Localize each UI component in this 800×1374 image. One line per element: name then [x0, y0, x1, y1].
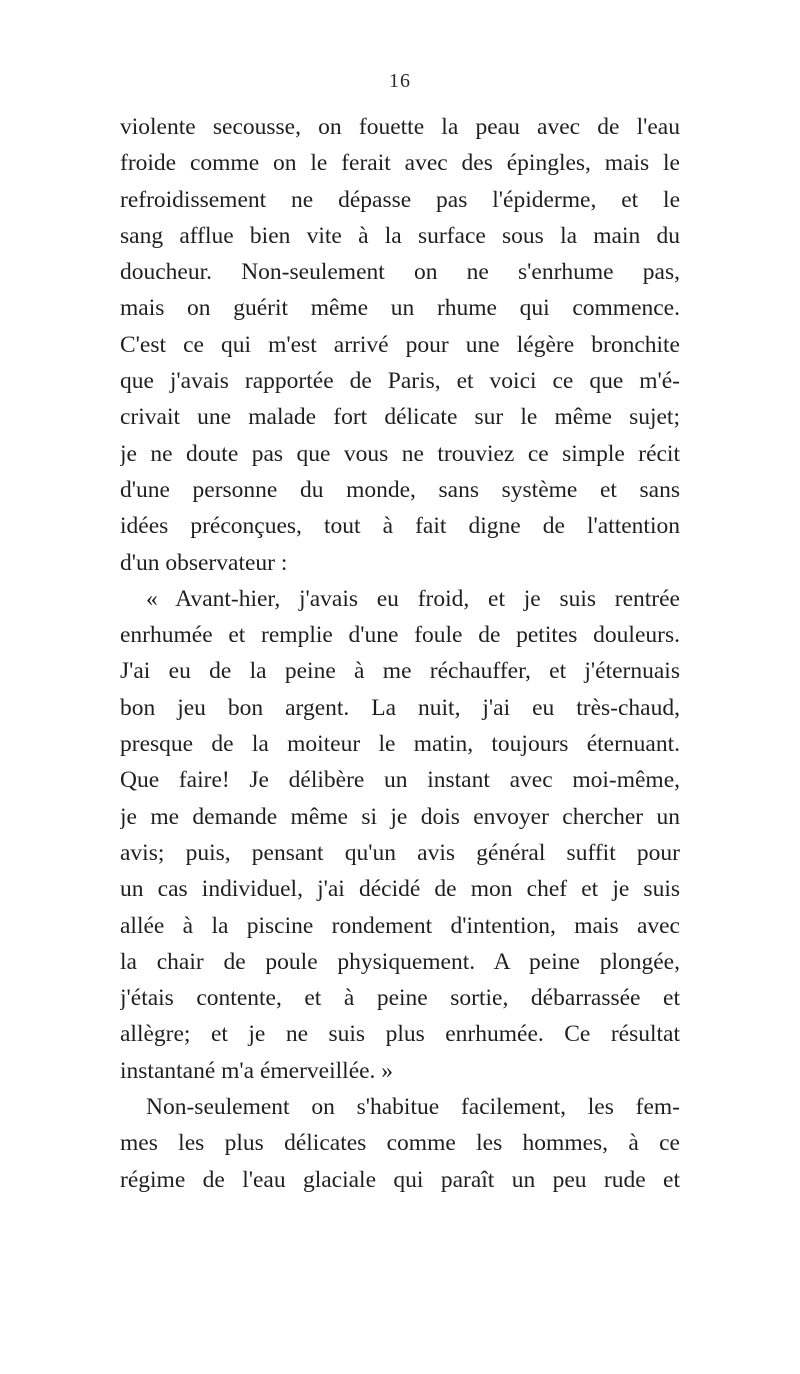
text-line: régime de l'eau glaciale qui paraît un peu rude et	[120, 1166, 680, 1193]
text-line: idées préconçues, tout à fait digne de l'attention	[120, 513, 680, 540]
text-line: crivait une malade fort délicate sur le même sujet;	[120, 404, 680, 431]
text-line: avis; puis, pensant qu'un avis général suffit pour	[120, 839, 680, 866]
text-line: froide comme on le ferait avec des épingles, mais le	[120, 150, 680, 177]
text-line: Non-seulement on s'habitue facilement, les fem-	[146, 1094, 680, 1121]
text-line: je me demande même si je dois envoyer chercher un	[120, 803, 680, 830]
text-line: enrhumée et remplie d'une foule de petites douleurs.	[120, 622, 680, 649]
text-line: d'une personne du monde, sans système et sans	[120, 476, 680, 503]
text-line: j'étais contente, et à peine sortie, débarrassée et	[120, 985, 680, 1012]
text-line: d'un observateur :	[120, 549, 288, 576]
text-line: allègre; et je ne suis plus enrhumée. Ce résultat	[120, 1021, 680, 1048]
text-line: je ne doute pas que vous ne trouviez ce simple récit	[120, 440, 680, 467]
text-line: refroidissement ne dépasse pas l'épiderme, et le	[120, 186, 680, 213]
text-line: C'est ce qui m'est arrivé pour une légère bronchite	[120, 331, 680, 358]
page-number: 16	[389, 70, 411, 92]
text-line: J'ai eu de la peine à me réchauffer, et j'éternuais	[120, 658, 680, 685]
text-line: un cas individuel, j'ai décidé de mon chef et je suis	[120, 876, 680, 903]
body-text	[120, 109, 680, 1198]
text-line: « Avant-hier, j'avais eu froid, et je suis rentrée	[146, 585, 680, 612]
text-line: mais on guérit même un rhume qui commence.	[120, 295, 680, 322]
text-line: allée à la piscine rondement d'intention, mais avec	[120, 912, 680, 939]
text-line: presque de la moiteur le matin, toujours éternuant.	[120, 731, 680, 758]
text-line: violente secousse, on fouette la peau avec de l'eau	[120, 114, 680, 140]
text-line: bon jeu bon argent. La nuit, j'ai eu très-chaud,	[120, 694, 680, 721]
text-line: mes les plus délicates comme les hommes, à ce	[120, 1130, 680, 1157]
text-line: Que faire! Je délibère un instant avec moi-même,	[120, 767, 680, 794]
text-line: que j'avais rapportée de Paris, et voici ce que m'é-	[120, 368, 680, 395]
text-line: la chair de poule physiquement. A peine plongée,	[120, 948, 680, 975]
text-line: doucheur. Non-seulement on ne s'enrhume pas,	[120, 259, 680, 286]
text-line: instantané m'a émerveillée. »	[120, 1057, 394, 1084]
text-line: sang afflue bien vite à la surface sous la main du	[120, 222, 680, 249]
